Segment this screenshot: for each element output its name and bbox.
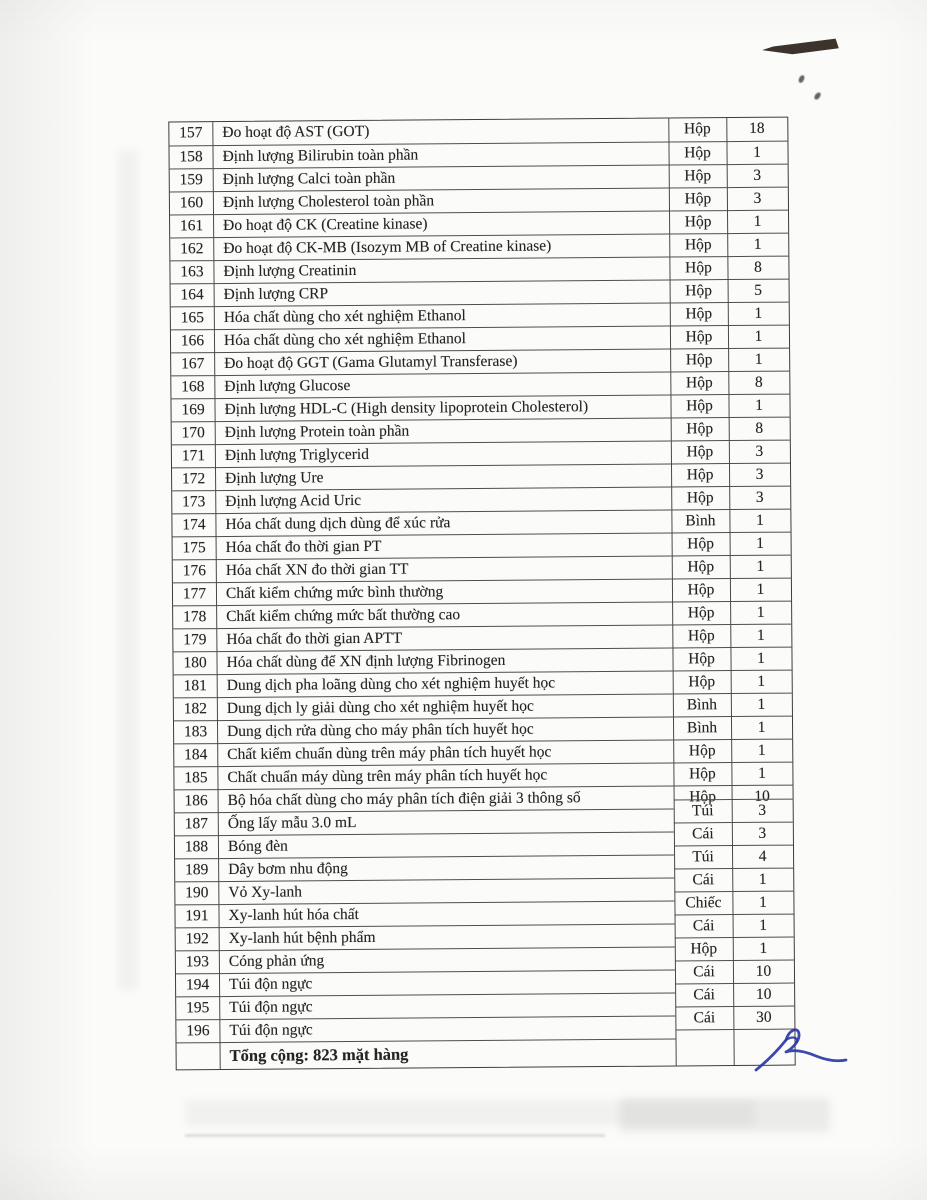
- row-number-cell: 196: [176, 1019, 219, 1042]
- qty-cell: 1: [726, 141, 787, 164]
- unit-cell: Hộp: [672, 532, 730, 555]
- qty-cell: 10: [733, 960, 794, 983]
- unit-cell: Cái: [675, 983, 733, 1006]
- unit-cell: Cái: [675, 960, 733, 983]
- bleed-through-smudge: [118, 150, 138, 990]
- item-name-cell: Định lượng Creatinin: [213, 257, 669, 284]
- qty-cell: 1: [730, 578, 791, 601]
- row-number-cell: 189: [175, 858, 218, 881]
- qty-cell: 8: [729, 417, 790, 440]
- unit-cell: Hộp: [669, 164, 727, 187]
- item-name-cell: Dung dịch pha loãng dùng cho xét nghiệm huyết học: [217, 671, 673, 698]
- item-name-cell: Túi độn ngực: [219, 992, 675, 1019]
- item-name-cell: Ống lấy mẫu 3.0 mL: [218, 809, 674, 836]
- unit-cell: Cái: [675, 1006, 733, 1029]
- qty-cell: 8: [728, 371, 789, 394]
- qty-cell: 1: [730, 532, 791, 555]
- item-name-cell: Hóa chất dung dịch dùng để xúc rửa: [215, 510, 671, 537]
- item-name-cell: Định lượng Acid Uric: [215, 487, 671, 514]
- row-number-cell: 184: [174, 743, 217, 766]
- qty-cell: 1: [731, 739, 792, 762]
- qty-cell: 10: [732, 785, 793, 808]
- qty-cell: 5: [728, 279, 789, 302]
- unit-cell: [675, 1029, 733, 1056]
- row-number-cell: 163: [170, 260, 213, 283]
- row-number-cell: 180: [173, 651, 216, 674]
- unit-cell: Hộp: [673, 670, 731, 693]
- unit-cell: Hộp: [671, 440, 729, 463]
- row-number-cell: 186: [175, 789, 218, 812]
- qty-cell: 1: [730, 555, 791, 578]
- row-number-cell: 175: [173, 536, 216, 559]
- item-name-cell: Hóa chất XN đo thời gian TT: [216, 556, 672, 583]
- unit-cell: Cái: [674, 868, 732, 891]
- total-label: Tổng cộng: 823 mặt hàng: [220, 1038, 676, 1069]
- row-number-cell: 185: [174, 766, 217, 789]
- row-number-cell: 159: [170, 168, 213, 191]
- item-name-cell: Bóng đèn: [218, 832, 674, 859]
- qty-cell: 3: [732, 822, 793, 845]
- item-name-cell: Dung dịch rửa dùng cho máy phân tích huyết học: [217, 717, 673, 744]
- unit-cell: Hộp: [671, 463, 729, 486]
- item-name-cell: Định lượng Glucose: [214, 372, 670, 399]
- unit-cell: Hộp: [670, 348, 728, 371]
- row-number-cell: 171: [172, 444, 215, 467]
- unit-cell: Hộp: [670, 279, 728, 302]
- bleed-through-smudge: [620, 1098, 830, 1132]
- qty-cell: 1: [728, 302, 789, 325]
- unit-cell: Chiếc: [674, 891, 732, 914]
- item-name-cell: Định lượng Triglycerid: [215, 441, 671, 468]
- row-number-cell: 168: [171, 375, 214, 398]
- item-name-cell: Vỏ Xy-lanh: [218, 877, 674, 904]
- qty-cell: 10: [733, 983, 794, 1006]
- unit-cell: Hộp: [670, 371, 728, 394]
- qty-cell: 1: [732, 891, 793, 914]
- qty-cell: 1: [731, 693, 792, 716]
- item-name-cell: Chất kiểm chuẩn dùng trên máy phân tích huyết học: [217, 740, 673, 767]
- unit-cell: Hộp: [670, 394, 728, 417]
- pen-dot-mark: [813, 91, 821, 100]
- row-number-cell: 187: [175, 812, 218, 835]
- unit-cell: Hộp: [669, 210, 727, 233]
- row-number-cell: 157: [179, 124, 203, 142]
- qty-cell: 3: [727, 187, 788, 210]
- item-name-cell: Xy-lanh hút hóa chất: [218, 900, 674, 927]
- qty-cell: 1: [731, 716, 792, 739]
- row-number-cell: 190: [175, 881, 218, 904]
- unit-cell: Hộp: [671, 486, 729, 509]
- qty-cell: 1: [732, 868, 793, 891]
- item-name-cell: Đo hoạt độ CK (Creatine kinase): [213, 211, 669, 238]
- unit-cell: Hộp: [670, 325, 728, 348]
- item-name-cell: Định lượng HDL-C (High density lipoprotein Cholesterol): [214, 395, 670, 422]
- unit-cell: Hộp: [675, 937, 733, 960]
- item-name-cell: Hóa chất đo thời gian PT: [216, 533, 672, 560]
- row-number-cell: 177: [173, 582, 216, 605]
- row-number-cell: 170: [172, 421, 215, 444]
- row-number-cell: 169: [171, 398, 214, 421]
- unit-cell: Hộp: [673, 739, 731, 762]
- item-name-cell: Chất kiểm chứng mức bất thường cao: [216, 602, 672, 629]
- item-name-cell: Túi độn ngực: [219, 969, 675, 996]
- row-number-cell: 161: [170, 214, 213, 237]
- item-name-cell: Hóa chất dùng cho xét nghiệm Ethanol: [214, 303, 670, 330]
- unit-cell: Túi: [674, 799, 732, 822]
- row-number-cell: 173: [172, 490, 215, 513]
- item-name-cell: Định lượng Ure: [215, 464, 671, 491]
- bleed-through-smudge: [185, 1134, 605, 1137]
- row-number-cell: 162: [170, 237, 213, 260]
- row-number-cell: 188: [175, 835, 218, 858]
- unit-cell: Cái: [674, 822, 732, 845]
- unit-cell: Hộp: [671, 417, 729, 440]
- row-number-cell: 183: [174, 720, 217, 743]
- row-number-cell: 193: [176, 950, 219, 973]
- total-row: [177, 1038, 795, 1070]
- row-number-cell: 160: [170, 191, 213, 214]
- qty-cell: 3: [729, 440, 790, 463]
- item-name-cell: Bộ hóa chất dùng cho máy phân tích điện giải 3 thông số: [218, 786, 674, 813]
- item-name-cell: Chất kiểm chứng mức bình thường: [216, 579, 672, 606]
- unit-cell: Bình: [673, 716, 731, 739]
- row-number-cell: 176: [173, 559, 216, 582]
- row-number-cell: 166: [171, 329, 214, 352]
- item-name-cell: Định lượng Bilirubin toàn phần: [212, 142, 668, 169]
- qty-cell: 1: [730, 647, 791, 670]
- unit-cell: Bình: [673, 693, 731, 716]
- qty-cell: 1: [730, 601, 791, 624]
- unit-cell: Hộp: [673, 762, 731, 785]
- qty-cell: 3: [727, 164, 788, 187]
- item-name-cell: Định lượng Calci toàn phần: [213, 165, 669, 192]
- qty-cell: 8: [727, 256, 788, 279]
- row-number-cell: [177, 1042, 220, 1069]
- row-number-cell: 192: [176, 927, 219, 950]
- item-name-cell: Đo hoạt độ CK-MB (Isozym MB of Creatine kinase): [213, 234, 669, 261]
- qty-cell: 1: [729, 509, 790, 532]
- row-number-cell: 165: [171, 306, 214, 329]
- unit-cell: Hộp: [672, 578, 730, 601]
- row-number-cell: 181: [174, 674, 217, 697]
- row-number-cell: 195: [176, 996, 219, 1019]
- unit-cell: Hộp: [683, 120, 711, 138]
- unit-cell: Hộp: [669, 233, 727, 256]
- unit-cell: Hộp: [669, 256, 727, 279]
- unit-cell: Hộp: [672, 601, 730, 624]
- unit-cell: Bình: [671, 509, 729, 532]
- unit-cell: Cái: [675, 914, 733, 937]
- qty-cell: 18: [749, 119, 765, 137]
- item-name-cell: Định lượng Protein toàn phần: [215, 418, 671, 445]
- page-corner-fold-shadow: [762, 34, 842, 60]
- row-number-cell: 174: [172, 513, 215, 536]
- item-name-cell: Chất chuẩn máy dùng trên máy phân tích huyết học: [217, 763, 673, 790]
- blue-pen-signature: [742, 1020, 862, 1080]
- item-name-cell: Đo hoạt độ AST (GOT): [222, 122, 370, 142]
- qty-cell: 1: [731, 762, 792, 785]
- row-number-cell: 194: [176, 973, 219, 996]
- qty-cell: 4: [732, 845, 793, 868]
- item-name-cell: Xy-lanh hút bệnh phẩm: [219, 923, 675, 950]
- pen-dot-mark: [798, 74, 805, 83]
- qty-cell: 3: [732, 799, 793, 822]
- qty-cell: 3: [729, 486, 790, 509]
- item-name-cell: Đo hoạt độ GGT (Gama Glutamyl Transferase): [214, 349, 670, 376]
- unit-cell: Hộp: [674, 785, 732, 808]
- unit-cell: Túi: [674, 845, 732, 868]
- item-name-cell: Dây bơm nhu động: [218, 854, 674, 881]
- inventory-table-rows: [169, 118, 794, 1070]
- item-name-cell: Hóa chất dùng để XN định lượng Fibrinogen: [216, 648, 672, 675]
- unit-cell: Hộp: [672, 624, 730, 647]
- item-name-cell: Định lượng CRP: [214, 280, 670, 307]
- item-name-cell: Cóng phản ứng: [219, 946, 675, 973]
- qty-cell: 1: [730, 624, 791, 647]
- qty-cell: 1: [731, 670, 792, 693]
- qty-cell: 1: [728, 325, 789, 348]
- item-name-cell: Hóa chất đo thời gian APTT: [216, 625, 672, 652]
- qty-cell: 1: [728, 394, 789, 417]
- qty-cell: 1: [728, 348, 789, 371]
- unit-cell: Hộp: [669, 187, 727, 210]
- row-number-cell: 158: [169, 145, 212, 168]
- row-number-cell: 178: [173, 605, 216, 628]
- unit-cell: Hộp: [672, 647, 730, 670]
- row-number-cell: 182: [174, 697, 217, 720]
- unit-cell: Hộp: [668, 141, 726, 164]
- row-number-cell: 167: [171, 352, 214, 375]
- inventory-table: [168, 117, 795, 1071]
- row-number-cell: 191: [175, 904, 218, 927]
- qty-cell: 3: [729, 463, 790, 486]
- unit-cell: Hộp: [672, 555, 730, 578]
- item-name-cell: Túi độn ngực: [219, 1015, 675, 1042]
- item-name-cell: Hóa chất dùng cho xét nghiệm Ethanol: [214, 326, 670, 353]
- unit-cell: Hộp: [670, 302, 728, 325]
- row-number-cell: 172: [172, 467, 215, 490]
- qty-cell: 30: [733, 1006, 794, 1029]
- qty-cell: 1: [727, 233, 788, 256]
- row-number-cell: 179: [173, 628, 216, 651]
- item-name-cell: Dung dịch ly giải dùng cho xét nghiệm huyết học: [217, 694, 673, 721]
- row-number-cell: 164: [171, 283, 214, 306]
- qty-cell: 1: [733, 914, 794, 937]
- qty-cell: 1: [727, 210, 788, 233]
- item-name-cell: Định lượng Cholesterol toàn phần: [213, 188, 669, 215]
- qty-cell: 1: [733, 937, 794, 960]
